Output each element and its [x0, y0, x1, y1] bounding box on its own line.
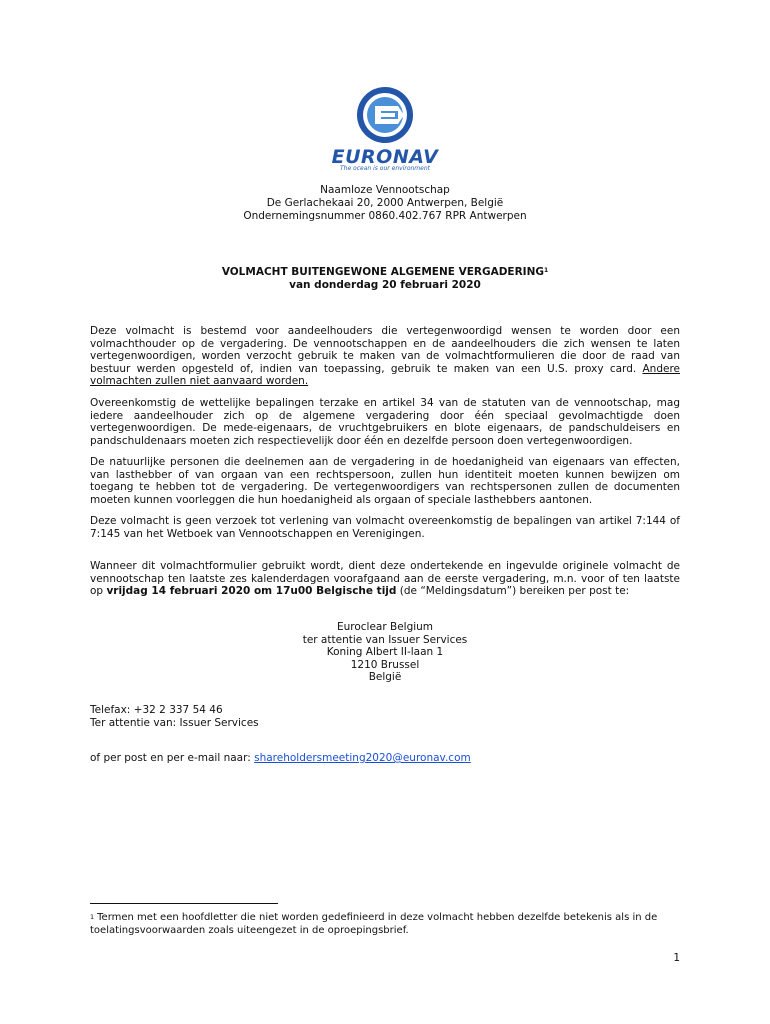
- title-footnote-ref[interactable]: 1: [544, 267, 549, 274]
- address-line-4: 1210 Brussel: [350, 658, 420, 671]
- postal-address: [90, 621, 680, 684]
- company-info: [90, 184, 680, 223]
- company-address: De Gerlachekaai 20, 2000 Antwerpen, België: [266, 197, 504, 209]
- email-contact: [90, 752, 680, 765]
- footnote: [90, 911, 680, 937]
- brand-tagline: The ocean is our environment: [339, 165, 430, 172]
- paragraph-3: De natuurlijke personen die deelnemen aan de vergadering in de hoedanigheid van eigenaars van effecten, van lasthebber of van orgaan van een rechtspersoon, zullen hun identiteit moeten kunnen bewijzen om toegang te hebben tot de vergadering. De vertegenwoordigers van rechtspersonen zullen de documenten moeten kunnen voorleggen die hun hoedanigheid als orgaan of speciale lasthebbers aantonen.: [90, 456, 680, 506]
- title-main: VOLMACHT BUITENGEWONE ALGEMENE VERGADERING: [221, 266, 544, 278]
- address-line-1: Euroclear Belgium: [336, 621, 434, 633]
- footnote-text: Termen met een hoofdletter die niet worden gedefinieerd in deze volmacht hebben dezelfde betekenis als in de toelatingsvoorwaarden zoals uiteengezet in de oproepingsbrief.: [90, 912, 658, 936]
- paragraph-1-underlined: Andere volmachten zullen niet aanvaard worden.: [90, 362, 680, 388]
- address-line-2: ter attentie van Issuer Services: [302, 633, 468, 646]
- email-link[interactable]: shareholdersmeeting2020@euronav.com: [254, 752, 471, 764]
- paragraph-1-text: Deze volmacht is bestemd voor aandeelhouders die vertegenwoordigd wensen te worden door een volmachthouder op de vergadering. De vennootschappen en de aandeelhouders die zich wensen te laten vertegenwoordigen, worden verzocht gebruik te maken van de volmachtformulieren die door de raad van bestuur werden opgesteld of, indien van toepassing, gebruik te maken van een U.S. proxy card.: [90, 325, 680, 375]
- company-type: Naamloze Vennootschap: [320, 184, 450, 196]
- footnote-number: 1: [90, 913, 95, 921]
- brand-name-right: NAV: [392, 146, 439, 168]
- company-registration: Ondernemingsnummer 0860.402.767 RPR Antwerpen: [243, 210, 527, 222]
- paragraph-4: Deze volmacht is geen verzoek tot verlening van volmacht overeenkomstig de bepalingen van artikel 7:144 of 7:145 van het Wetboek van Vennootschappen en Verenigingen.: [90, 515, 680, 540]
- fax-attention: Ter attentie van: Issuer Services: [90, 716, 259, 729]
- fax-contact: [90, 704, 680, 729]
- paragraph-5-deadline: vrijdag 14 februari 2020 om 17u00 Belgische tijd: [106, 585, 397, 598]
- title-date: van donderdag 20 februari 2020: [289, 279, 481, 291]
- page-number: 1: [673, 952, 680, 964]
- email-prefix: of per post en per e-mail naar:: [90, 752, 255, 764]
- document-title: [90, 266, 680, 292]
- footnote-divider: [90, 903, 278, 904]
- paragraph-5: [90, 560, 680, 598]
- address-line-3: Koning Albert II-laan 1: [326, 646, 444, 659]
- fax-number: Telefax: +32 2 337 54 46: [90, 704, 223, 716]
- paragraph-5-end: (de “Meldingsdatum”) bereiken per post te:: [396, 585, 630, 598]
- brand-name-left: EURO: [331, 146, 393, 168]
- paragraph-1: [90, 325, 680, 388]
- paragraph-5-start: Wanneer dit volmachtformulier gebruikt wordt, dient deze ondertekende en ingevulde originele volmacht de vennootschap ten laatste zes kalenderdagen voorafgaand aan de eerste vergadering, m.n. voor of ten laatste op: [90, 560, 680, 598]
- paragraph-2: Overeenkomstig de wettelijke bepalingen terzake en artikel 34 van de statuten van de vennootschap, mag iedere aandeelhouder zich op de algemene vergadering door één speciaal gevolmachtigde doen vertegenwoordigen. De mede-eigenaars, de vruchtgebruikers en blote eigenaars, de pandschuldeisers en pandschuldenaars moeten zich respectievelijk door één en dezelfde persoon doen vertegenwoordigen.: [90, 397, 680, 447]
- address-line-5: België: [368, 671, 402, 684]
